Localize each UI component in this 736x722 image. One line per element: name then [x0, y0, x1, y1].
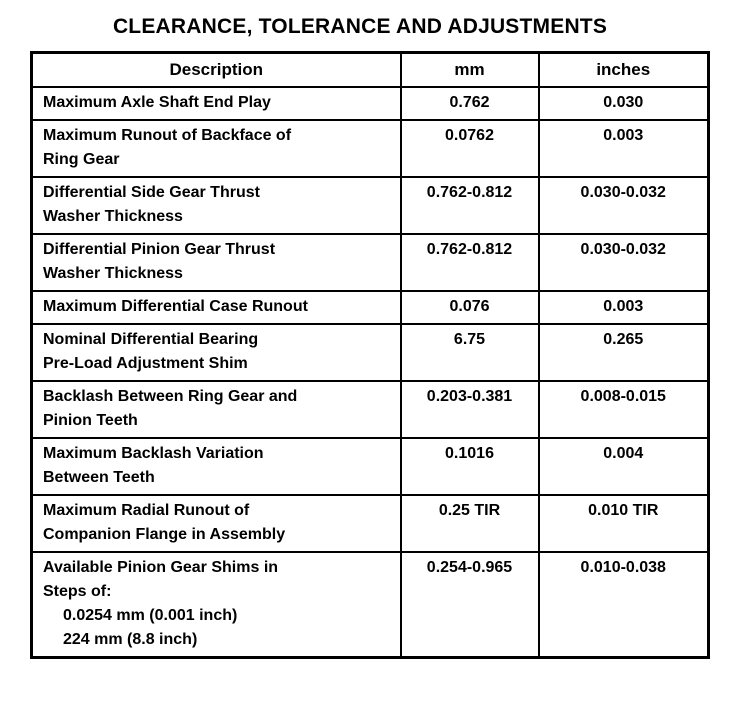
- page-title: CLEARANCE, TOLERANCE AND ADJUSTMENTS: [112, 15, 608, 38]
- table-row: [32, 87, 709, 120]
- row-description: [32, 324, 401, 381]
- table-row: [32, 120, 709, 177]
- row-mm-value: 6.75: [401, 324, 539, 381]
- row-inches-value: 0.030: [539, 87, 709, 120]
- description-line: Maximum Runout of Backface of: [43, 127, 292, 144]
- description-line: Pre-Load Adjustment Shim: [43, 355, 248, 372]
- row-inches-value: 0.003: [539, 120, 709, 177]
- row-inches-value: 0.010-0.038: [539, 552, 709, 658]
- description-line: Companion Flange in Assembly: [43, 526, 286, 543]
- description-line: Backlash Between Ring Gear and: [43, 388, 298, 405]
- description-line: Washer Thickness: [43, 208, 183, 225]
- table-row: [32, 234, 709, 291]
- row-description: [32, 438, 401, 495]
- row-description: [32, 234, 401, 291]
- row-description: [32, 291, 401, 324]
- row-mm-value: 0.076: [401, 291, 539, 324]
- header-mm: mm: [401, 53, 539, 88]
- description-line: Maximum Axle Shaft End Play: [43, 94, 271, 111]
- row-description: [32, 552, 401, 658]
- row-mm-value: 0.762-0.812: [401, 177, 539, 234]
- row-inches-value: 0.010 TIR: [539, 495, 709, 552]
- description-line: Maximum Radial Runout of: [43, 502, 250, 519]
- clearance-table: [30, 51, 710, 659]
- table-row: [32, 324, 709, 381]
- table-row: [32, 291, 709, 324]
- table-row: [32, 495, 709, 552]
- row-mm-value: 0.1016: [401, 438, 539, 495]
- description-line: Steps of:: [43, 583, 112, 600]
- table-row: [32, 177, 709, 234]
- row-inches-value: 0.030-0.032: [539, 177, 709, 234]
- row-description: [32, 87, 401, 120]
- row-inches-value: 0.008-0.015: [539, 381, 709, 438]
- description-line: Differential Side Gear Thrust: [43, 184, 260, 201]
- description-line: Between Teeth: [43, 469, 155, 486]
- shim-step: 0.0254 mm (0.001 inch): [63, 607, 238, 624]
- table-row: [32, 438, 709, 495]
- row-inches-value: 0.030-0.032: [539, 234, 709, 291]
- header-description: Description: [32, 53, 401, 88]
- row-mm-value: 0.762: [401, 87, 539, 120]
- description-line: Ring Gear: [43, 151, 120, 168]
- description-line: Nominal Differential Bearing: [43, 331, 259, 348]
- row-mm-value: 0.254-0.965: [401, 552, 539, 658]
- description-line: Pinion Teeth: [43, 412, 138, 429]
- row-description: [32, 177, 401, 234]
- table-row: [32, 381, 709, 438]
- description-line: Maximum Differential Case Runout: [43, 298, 308, 315]
- shim-step: 224 mm (8.8 inch): [63, 631, 198, 648]
- row-inches-value: 0.004: [539, 438, 709, 495]
- description-line: Maximum Backlash Variation: [43, 445, 264, 462]
- row-mm-value: 0.203-0.381: [401, 381, 539, 438]
- row-mm-value: 0.25 TIR: [401, 495, 539, 552]
- description-line: Differential Pinion Gear Thrust: [43, 241, 276, 258]
- row-inches-value: 0.003: [539, 291, 709, 324]
- description-line: Available Pinion Gear Shims in: [43, 559, 279, 576]
- description-line: Washer Thickness: [43, 265, 183, 282]
- row-description: [32, 381, 401, 438]
- header-inches: inches: [539, 53, 709, 88]
- table-header-row: [32, 53, 709, 88]
- row-inches-value: 0.265: [539, 324, 709, 381]
- table-row: [32, 552, 709, 658]
- row-description: [32, 495, 401, 552]
- row-mm-value: 0.0762: [401, 120, 539, 177]
- row-description: [32, 120, 401, 177]
- row-mm-value: 0.762-0.812: [401, 234, 539, 291]
